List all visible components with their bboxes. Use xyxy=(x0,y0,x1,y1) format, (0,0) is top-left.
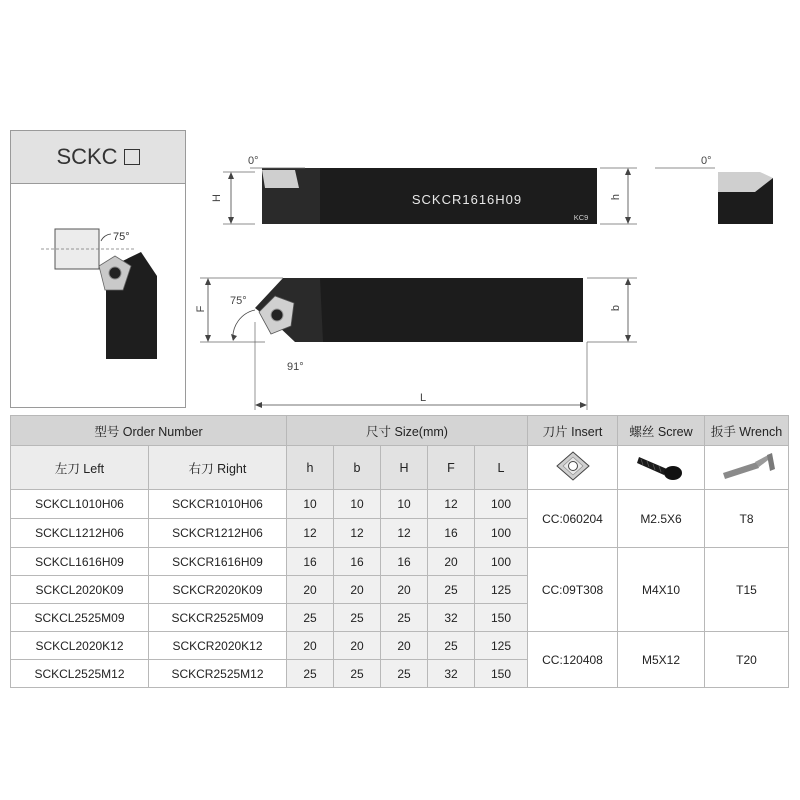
left-order-cell: SCKCL1616H09 xyxy=(11,548,149,576)
series-illustration-box xyxy=(10,130,186,408)
dim-b-label: b xyxy=(610,304,622,312)
F-cell: 32 xyxy=(428,660,475,688)
table-row xyxy=(11,548,789,576)
dim-b-arrow-bottom xyxy=(625,335,631,342)
dim-F-arrow-bottom xyxy=(205,335,211,342)
b-cell: 25 xyxy=(334,604,381,632)
spec-table xyxy=(10,415,789,688)
thumb-angle-arc xyxy=(101,234,111,241)
header-H: H xyxy=(381,446,428,490)
screw-image-cell xyxy=(618,446,705,490)
left-order-cell: SCKCL2020K09 xyxy=(11,576,149,604)
header-size: 尺寸 Size(mm) xyxy=(287,416,528,446)
angle-75-arrow xyxy=(231,334,237,341)
H-cell: 20 xyxy=(381,632,428,660)
wrench-icon xyxy=(715,449,779,483)
right-order-cell: SCKCR1212H06 xyxy=(149,519,287,548)
right-order-cell: SCKCR2020K12 xyxy=(149,632,287,660)
left-order-cell: SCKCL2525M12 xyxy=(11,660,149,688)
left-order-cell: SCKCL1212H06 xyxy=(11,519,149,548)
right-order-cell: SCKCR2525M09 xyxy=(149,604,287,632)
dim-h-label: h xyxy=(610,193,622,201)
series-title xyxy=(11,131,185,184)
F-cell: 20 xyxy=(428,548,475,576)
dim-L-label: L xyxy=(419,392,427,404)
b-cell: 20 xyxy=(334,576,381,604)
right-order-cell: SCKCR1616H09 xyxy=(149,548,287,576)
L-cell: 125 xyxy=(475,632,528,660)
header-L: L xyxy=(475,446,528,490)
angle-0-right-label: 0° xyxy=(701,155,712,167)
series-thumbnail-drawing xyxy=(11,184,185,408)
insert-cell: CC:09T308 xyxy=(528,548,618,632)
F-cell: 32 xyxy=(428,604,475,632)
header-left: 左刀 Left xyxy=(11,446,149,490)
h-cell: 10 xyxy=(287,490,334,519)
insert-cell: CC:060204 xyxy=(528,490,618,548)
h-cell: 16 xyxy=(287,548,334,576)
b-cell: 20 xyxy=(334,632,381,660)
L-cell: 150 xyxy=(475,604,528,632)
H-cell: 16 xyxy=(381,548,428,576)
left-order-cell: SCKCL2525M09 xyxy=(11,604,149,632)
L-cell: 150 xyxy=(475,660,528,688)
h-cell: 25 xyxy=(287,604,334,632)
F-cell: 25 xyxy=(428,632,475,660)
b-cell: 12 xyxy=(334,519,381,548)
H-cell: 12 xyxy=(381,519,428,548)
hand-placeholder-square-icon xyxy=(124,149,140,165)
right-order-cell: SCKCR1010H06 xyxy=(149,490,287,519)
dim-H-arrow-bottom xyxy=(228,217,234,224)
left-order-cell: SCKCL1010H06 xyxy=(11,490,149,519)
screw-cell: M4X10 xyxy=(618,548,705,632)
dim-b-arrow-top xyxy=(625,278,631,285)
dim-F-arrow-top xyxy=(205,278,211,285)
wrench-image-cell xyxy=(705,446,789,490)
h-cell: 25 xyxy=(287,660,334,688)
dim-F-label: F xyxy=(195,305,207,313)
dim-h-arrow-bottom xyxy=(625,217,631,224)
screw-icon xyxy=(631,449,691,483)
wrench-cell: T8 xyxy=(705,490,789,548)
b-cell: 10 xyxy=(334,490,381,519)
b-cell: 25 xyxy=(334,660,381,688)
table-header-row xyxy=(11,416,789,446)
header-wrench: 扳手 Wrench xyxy=(705,416,789,446)
tool-dimension-drawing xyxy=(195,150,795,410)
L-cell: 100 xyxy=(475,548,528,576)
table-row xyxy=(11,632,789,660)
header-insert: 刀片 Insert xyxy=(528,416,618,446)
H-cell: 20 xyxy=(381,576,428,604)
tool-body-top-view xyxy=(305,278,583,342)
body-code-text: KC9 xyxy=(573,213,589,222)
dim-H-label: H xyxy=(211,194,223,202)
angle-0-left-label: 0° xyxy=(248,155,259,167)
wrench-cell: T20 xyxy=(705,632,789,688)
header-F: F xyxy=(428,446,475,490)
top-view-insert-screw xyxy=(271,309,283,321)
h-cell: 12 xyxy=(287,519,334,548)
dim-L-arrow-right xyxy=(580,402,587,408)
right-order-cell: SCKCR2525M12 xyxy=(149,660,287,688)
dim-h-arrow-top xyxy=(625,168,631,175)
F-cell: 16 xyxy=(428,519,475,548)
h-cell: 20 xyxy=(287,632,334,660)
header-b: b xyxy=(334,446,381,490)
left-order-cell: SCKCL2020K12 xyxy=(11,632,149,660)
thumb-insert-screw xyxy=(109,267,121,279)
dim-H-arrow-top xyxy=(228,172,234,179)
F-cell: 12 xyxy=(428,490,475,519)
thumb-angle-label: 75° xyxy=(113,231,130,243)
screw-cell: M2.5X6 xyxy=(618,490,705,548)
H-cell: 10 xyxy=(381,490,428,519)
F-cell: 25 xyxy=(428,576,475,604)
series-code: SCKC xyxy=(56,144,118,169)
H-cell: 25 xyxy=(381,604,428,632)
angle-75-label: 75° xyxy=(230,295,247,307)
body-marking-text: SCKCR1616H09 xyxy=(411,192,523,207)
b-cell: 16 xyxy=(334,548,381,576)
right-order-cell: SCKCR2020K09 xyxy=(149,576,287,604)
H-cell: 25 xyxy=(381,660,428,688)
header-h: h xyxy=(287,446,334,490)
screw-cell: M5X12 xyxy=(618,632,705,688)
header-right: 右刀 Right xyxy=(149,446,287,490)
wrench-cell: T15 xyxy=(705,548,789,632)
angle-91-label: 91° xyxy=(287,361,304,373)
table-subheader-row xyxy=(11,446,789,490)
table-row xyxy=(11,490,789,519)
insert-image-cell xyxy=(528,446,618,490)
L-cell: 125 xyxy=(475,576,528,604)
dim-L-arrow-left xyxy=(255,402,262,408)
side-view-insert xyxy=(262,170,299,188)
L-cell: 100 xyxy=(475,490,528,519)
header-order-number: 型号 Order Number xyxy=(11,416,287,446)
header-screw: 螺丝 Screw xyxy=(618,416,705,446)
insert-cell: CC:120408 xyxy=(528,632,618,688)
L-cell: 100 xyxy=(475,519,528,548)
angle-75-arc xyxy=(233,310,255,340)
h-cell: 20 xyxy=(287,576,334,604)
insert-icon xyxy=(551,449,595,483)
